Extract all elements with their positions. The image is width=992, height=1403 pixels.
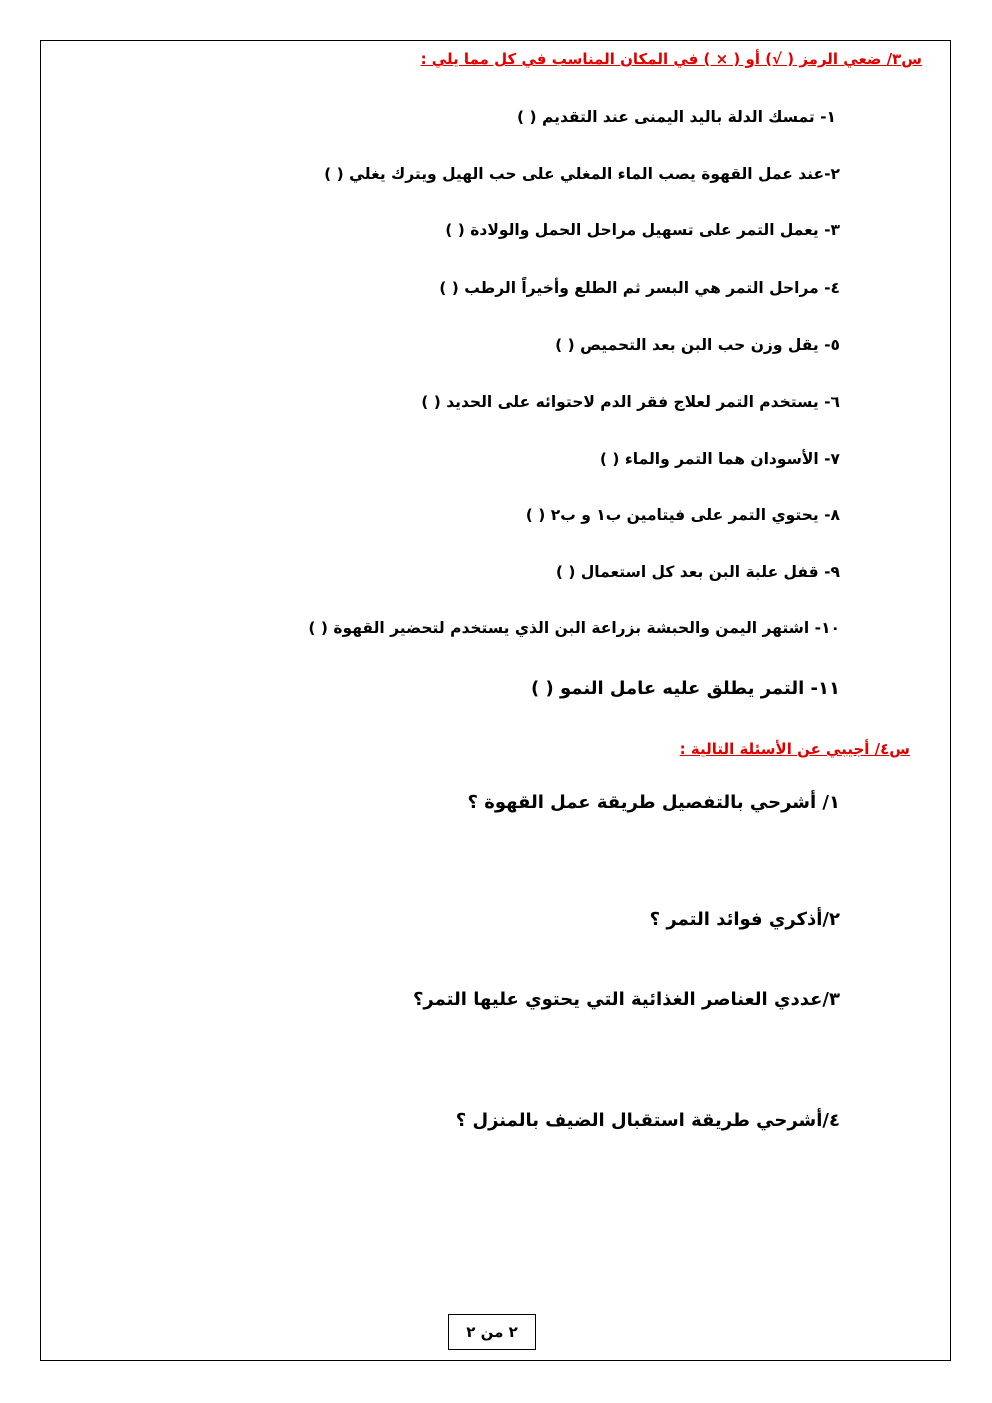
section3-item-7: ٧- الأسودان هما التمر والماء ( ) — [599, 450, 840, 468]
section3-item-8: ٨- يحتوي التمر على فيتامين ب١ و ب٢ ( ) — [525, 506, 840, 524]
section3-heading: س٣/ ضعي الرمز ( √) أو ( × ) في المكان المناسب في كل مما يلي : — [420, 50, 922, 68]
section4-question-1: ١/ أشرحي بالتفصيل طريقة عمل القهوة ؟ — [467, 792, 840, 813]
page-number-box — [448, 1314, 536, 1350]
section4-question-4: ٤/أشرحي طريقة استقبال الضيف بالمنزل ؟ — [455, 1110, 840, 1131]
section3-item-4: ٤- مراحل التمر هي البسر ثم الطلع وأخيراً الرطب ( ) — [439, 279, 840, 297]
section3-item-11: ١١- التمر يطلق عليه عامل النمو ( ) — [531, 678, 840, 699]
section3-item-9: ٩- قفل علبة البن بعد كل استعمال ( ) — [555, 563, 840, 581]
section3-item-6: ٦- يستخدم التمر لعلاج فقر الدم لاحتوائه على الحديد ( ) — [421, 393, 840, 411]
section3-item-5: ٥- يقل وزن حب البن بعد التحميص ( ) — [555, 336, 840, 354]
section3-item-1: ١- تمسك الدلة باليد اليمنى عند التقديم ( ) — [517, 108, 836, 126]
section4-question-2: ٢/أذكري فوائد التمر ؟ — [649, 909, 840, 930]
section4-question-3: ٣/عددي العناصر الغذائية التي يحتوي عليها التمر؟ — [412, 989, 840, 1010]
page-number-label: ٢ من ٢ — [466, 1323, 518, 1341]
section3-item-3: ٣- يعمل التمر على تسهيل مراحل الحمل والولادة ( ) — [445, 221, 840, 239]
section3-item-10: ١٠- اشتهر اليمن والحبشة بزراعة البن الذي يستخدم لتحضير القهوة ( ) — [308, 619, 840, 637]
section4-heading: س٤/ أجيبي عن الأسئلة التالية : — [679, 740, 910, 758]
section3-item-2: ٢-عند عمل القهوة يصب الماء المغلي على حب الهيل ويترك يغلي ( ) — [324, 165, 840, 183]
